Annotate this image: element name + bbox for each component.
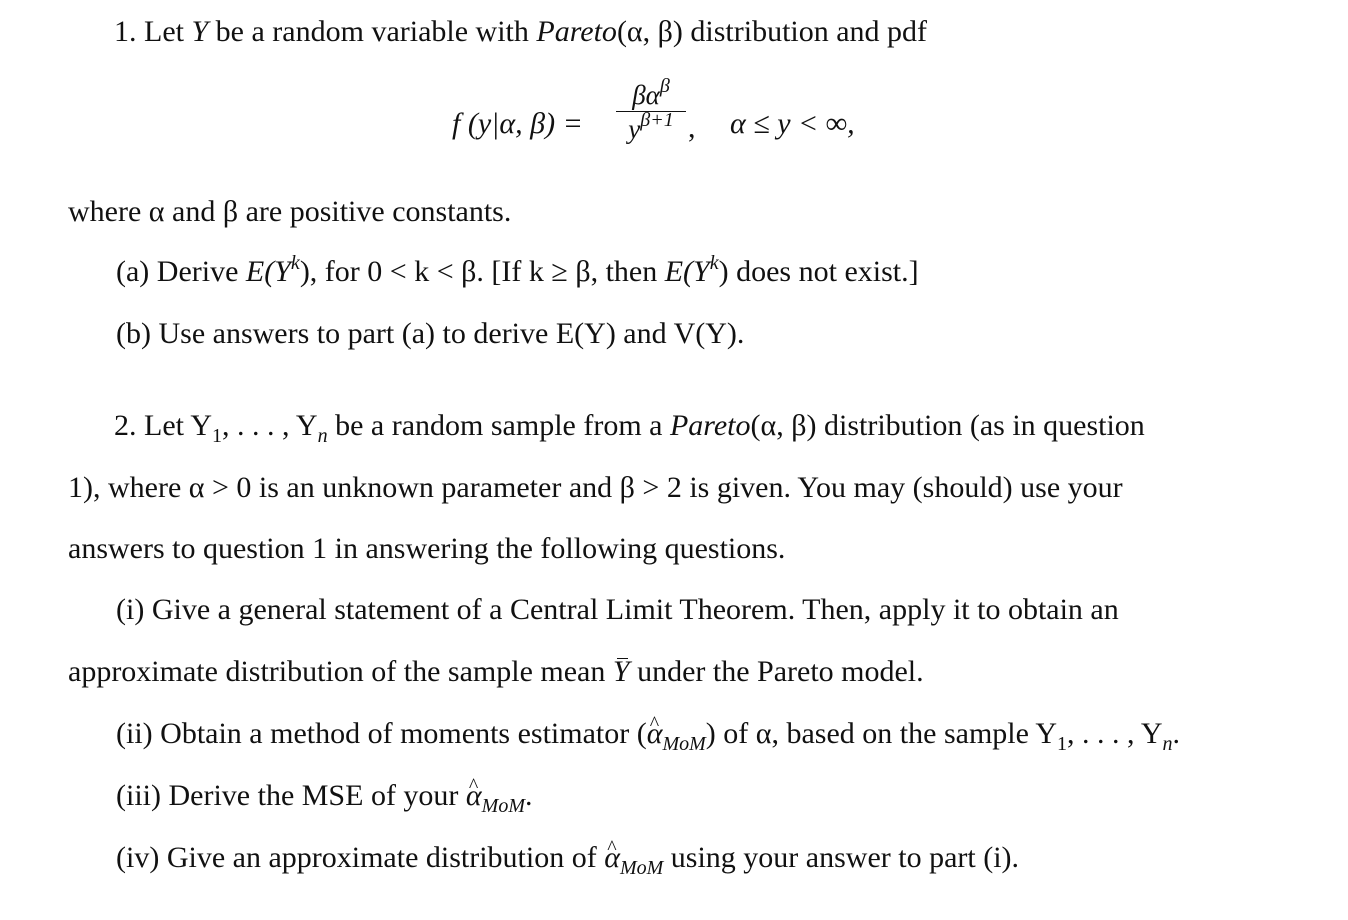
- q2-part-i-line1: (i) Give a general statement of a Central Limit Theorem. Then, apply it to obtain an: [116, 593, 1119, 626]
- q1-intro-params: (α, β): [616, 15, 683, 48]
- pdf-formula-lhs: f (y|α, β) =: [452, 107, 583, 140]
- q1-intro-var: Y: [191, 15, 209, 48]
- q1-part-a-mid: ), for 0 < k < β. [If k ≥ β, then: [299, 255, 665, 288]
- alpha-hat: ^ α: [604, 840, 620, 876]
- q2-line1-mid: , . . . , Y: [222, 409, 318, 442]
- q2-part-ii-sub: MoM: [662, 733, 706, 755]
- q2-part-iii: [116, 778, 533, 817]
- alpha-hat: ^ α: [466, 778, 482, 814]
- pdf-formula-support: α ≤ y < ∞,: [730, 107, 855, 140]
- sample-mean-y-bar: Y: [612, 655, 630, 688]
- pdf-numerator-sup: β: [659, 75, 670, 97]
- pdf-formula-fraction: [616, 75, 686, 144]
- pdf-denominator: [616, 109, 686, 144]
- q2-part-i-line2-suffix: under the Pareto model.: [629, 655, 924, 688]
- q2-part-ii-suffix: .: [1172, 717, 1181, 750]
- q2-part-ii: [116, 716, 1181, 755]
- q1-intro-mid: be a random variable with: [208, 15, 537, 48]
- q2-line1-mid2: be a random sample from a: [327, 409, 670, 442]
- q2-line1-sub1: 1: [212, 425, 223, 447]
- pdf-formula-comma: ,: [688, 111, 696, 144]
- q2-part-ii-sub1: 1: [1056, 733, 1067, 755]
- q2-part-i-line2: [68, 654, 924, 690]
- q1-part-a-expr2: E(Y: [664, 255, 710, 288]
- q1-intro-prefix: 1. Let: [114, 15, 192, 48]
- q1-part-a-suffix: ) does not exist.]: [718, 255, 919, 288]
- q1-intro: [114, 14, 927, 50]
- q1-part-a-prefix: (a) Derive: [116, 255, 246, 288]
- q1-part-a: [116, 254, 919, 290]
- q2-line1-suffix: (α, β) distribution (as in question: [750, 409, 1145, 442]
- q1-part-a-expr: E(Y: [245, 255, 291, 288]
- q2-line2: 1), where α > 0 is an unknown parameter and β > 2 is given. You may (should) use your: [68, 471, 1123, 504]
- pdf-numerator-text: βα: [632, 80, 660, 110]
- q1-part-a-sup: k: [290, 252, 300, 274]
- pdf-denominator-text: y: [628, 114, 641, 144]
- q2-part-ii-mid2: , . . . , Y: [1066, 717, 1163, 750]
- q2-part-ii-mid: ) of α, based on the sample Y: [705, 717, 1057, 750]
- q1-part-b: (b) Use answers to part (a) to derive E(Y) and V(Y).: [116, 317, 745, 350]
- q1-where: where α and β are positive constants.: [68, 195, 512, 228]
- q2-part-i-line2-prefix: approximate distribution of the sample mean: [68, 655, 613, 688]
- alpha-hat: ^ α: [647, 716, 663, 752]
- q2-line1-sub-n: n: [317, 425, 328, 447]
- q2-line1-prefix: 2. Let Y: [114, 409, 213, 442]
- q2-part-ii-prefix: (ii) Obtain a method of moments estimator (: [116, 717, 647, 750]
- pdf-denominator-sup: β+1: [640, 109, 674, 131]
- q1-intro-dist: Pareto: [536, 15, 617, 48]
- q2-part-iv-prefix: (iv) Give an approximate distribution of: [116, 841, 605, 874]
- q2-part-iii-prefix: (iii) Derive the MSE of your: [116, 779, 466, 812]
- q2-part-iv-suffix: using your answer to part (i).: [663, 841, 1020, 874]
- q2-part-iii-sub: MoM: [481, 795, 525, 817]
- q2-part-iv: [116, 840, 1020, 879]
- q2-part-iii-suffix: .: [525, 779, 533, 812]
- q2-line3: answers to question 1 in answering the following questions.: [68, 532, 786, 565]
- q2-part-iv-sub: MoM: [619, 857, 664, 879]
- q2-line1-dist: Pareto: [669, 409, 751, 442]
- q2-part-ii-sub-n: n: [1162, 733, 1173, 755]
- pdf-numerator: [616, 75, 686, 110]
- q2-line1: [114, 408, 1145, 447]
- q1-intro-suffix: distribution and pdf: [682, 15, 928, 48]
- q1-part-a-sup2: k: [709, 252, 719, 274]
